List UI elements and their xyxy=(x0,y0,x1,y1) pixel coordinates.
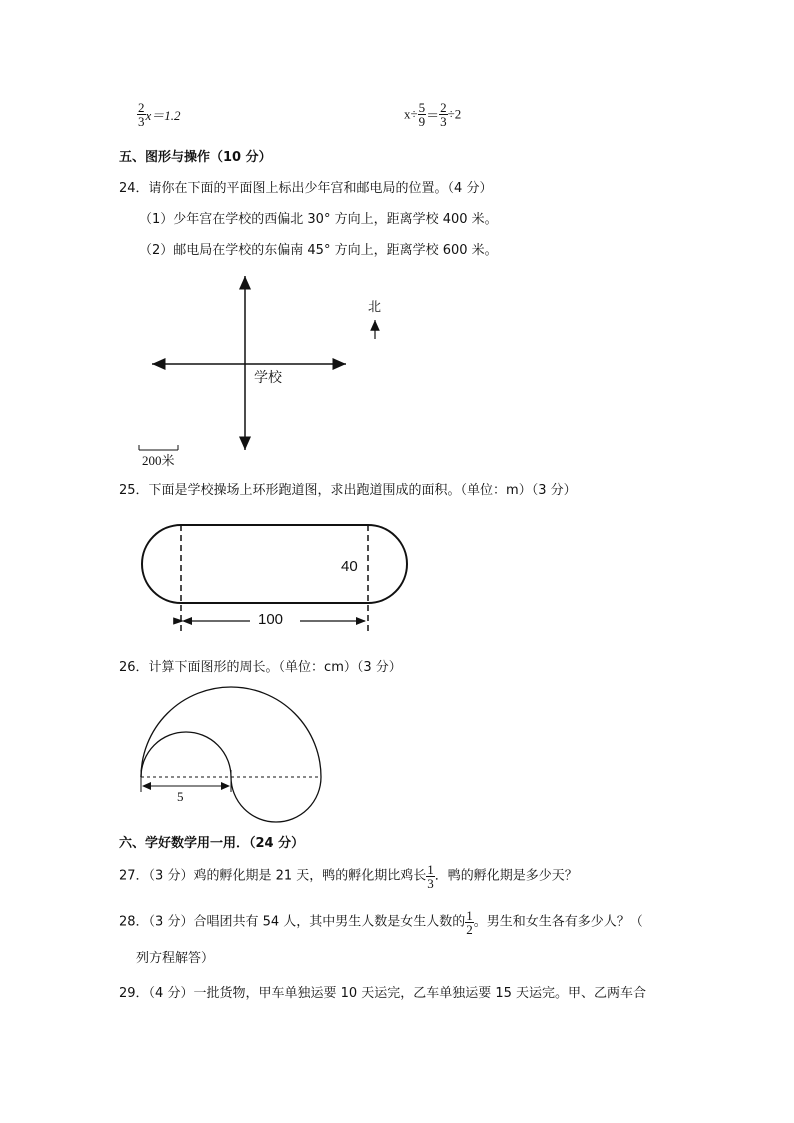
school-label: 学校 xyxy=(254,370,282,386)
question-27-fraction: $\frac{1}{3}$ xyxy=(427,862,434,891)
question-28-line-2: 列方程解答） xyxy=(136,951,215,966)
map-axes xyxy=(152,276,346,450)
question-28: 28．（3 分）合唱团共有 54 人，其中男生人数是女生人数的 $\frac{1}{2}$ 。男生和女生各有多少人？（ xyxy=(119,908,643,937)
section-6-title: 六、学好数学用一用．（24 分） xyxy=(119,836,305,851)
track-width-label: 40 xyxy=(341,558,358,575)
track-length-label: 100 xyxy=(258,611,284,628)
section-5-title: 五、图形与操作（10 分） xyxy=(119,150,272,165)
equation-2-fraction-a: $\frac{5}{9}$ xyxy=(418,100,426,129)
equation-1-fraction: $\frac{2}{3}$ xyxy=(138,100,145,129)
scale-label: 200米 xyxy=(142,453,175,468)
question-24-sub-2: （2）邮电局在学校的东偏南 45° 方向上，距离学校 600 米。 xyxy=(139,243,498,258)
north-label: 北 xyxy=(368,300,382,315)
question-25-text: 25．下面是学校操场上环形跑道图，求出跑道围成的面积。（单位：m）（3 分） xyxy=(119,483,577,498)
equation-2-fraction-b: $\frac{2}{3}$ xyxy=(440,100,447,129)
question-26-text: 26．计算下面图形的周长。（单位：cm）（3 分） xyxy=(119,660,402,675)
semicircle-figure xyxy=(141,687,321,822)
question-28-fraction: $\frac{1}{2}$ xyxy=(466,908,473,937)
question-24-text: 24．请你在下面的平面图上标出少年宫和邮电局的位置。（4 分） xyxy=(119,181,493,196)
question-24-sub-1: （1）少年宫在学校的西偏北 30° 方向上，距离学校 400 米。 xyxy=(139,212,498,227)
scale-bar xyxy=(139,445,178,450)
equation-1-rest: x＝1.2 xyxy=(145,108,181,123)
question-29-text: 29．（4 分）一批货物，甲车单独运要 10 天运完，乙车单独运要 15 天运完。甲、乙两车合 xyxy=(119,986,647,1001)
equation-2: x÷ $\frac{5}{9}$ ＝ $\frac{2}{3}$ ÷2 xyxy=(404,100,462,129)
question-27: 27．（3 分）鸡的孵化期是 21 天，鸭的孵化期比鸡长 $\frac{1}{3}$ ．鸭的孵化期是多少天？ xyxy=(119,862,578,891)
radius-label: 5 xyxy=(177,789,184,804)
